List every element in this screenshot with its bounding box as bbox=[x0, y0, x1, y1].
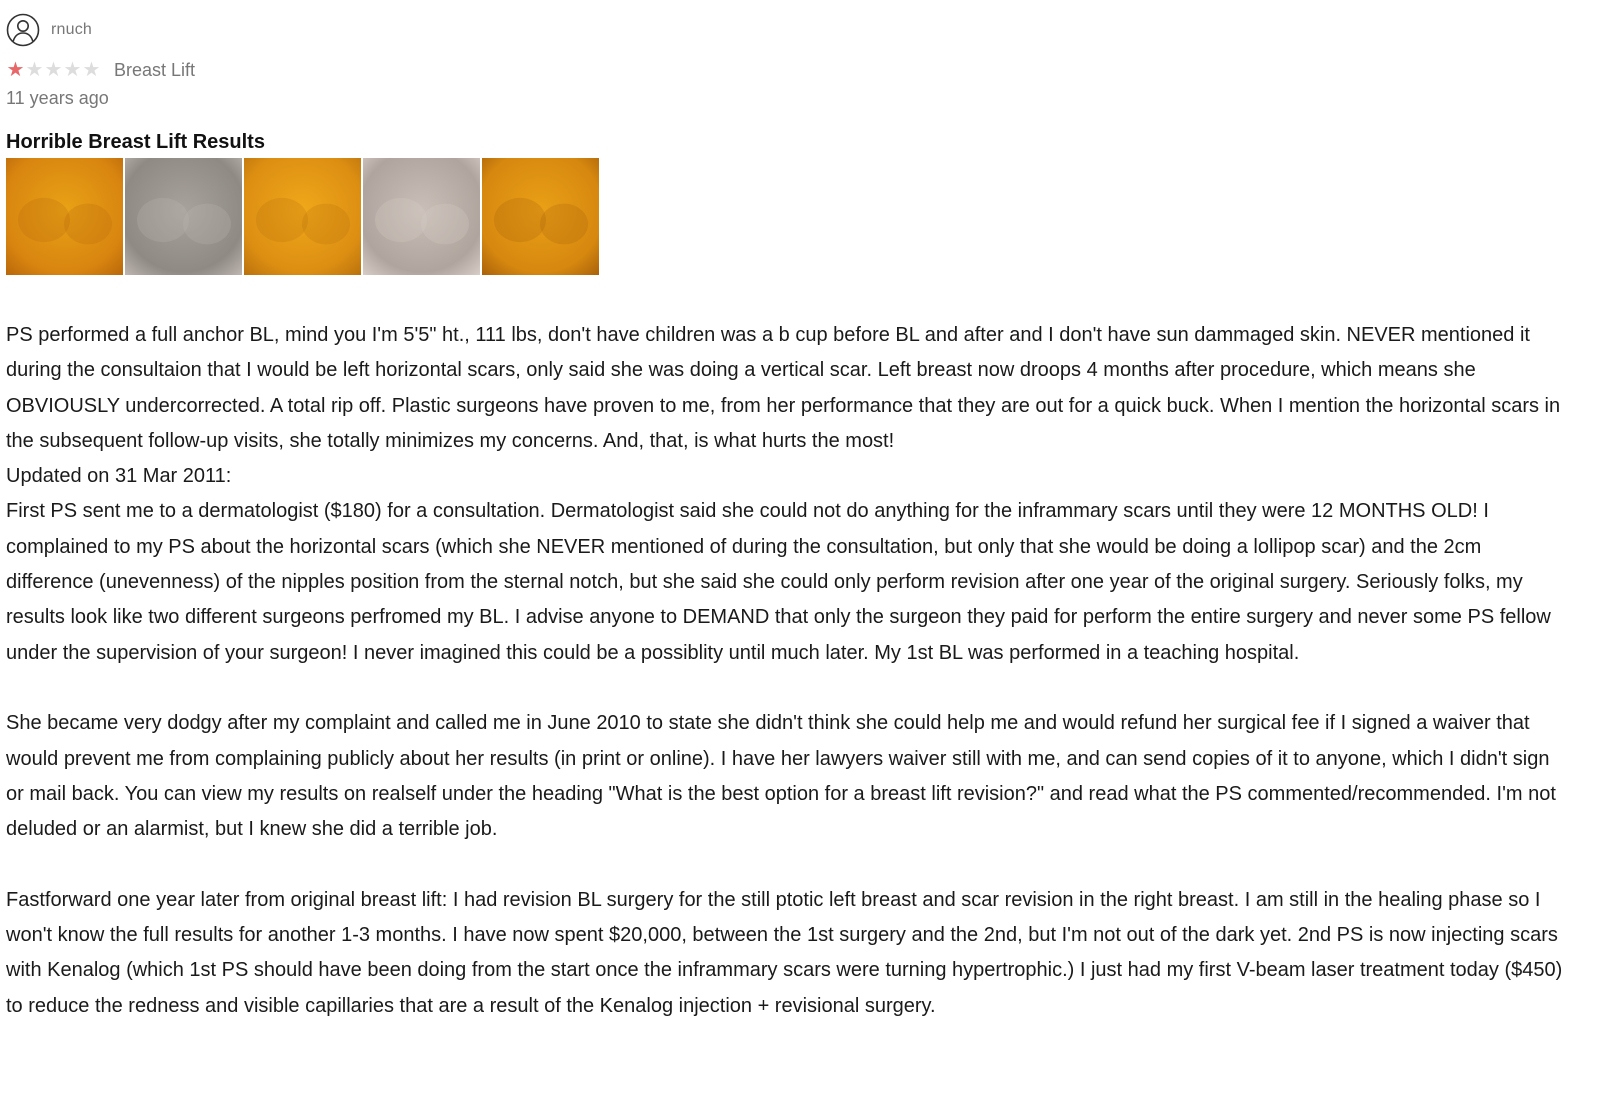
review-photo-2[interactable] bbox=[125, 158, 242, 275]
review-photo-5[interactable] bbox=[482, 158, 599, 275]
star-empty-icon: ★ bbox=[63, 59, 82, 81]
paragraph-spacer bbox=[6, 671, 1566, 706]
star-rating bbox=[6, 60, 101, 80]
review-update-heading: Updated on 31 Mar 2011: bbox=[6, 465, 232, 488]
review-photo-1[interactable] bbox=[6, 158, 123, 275]
review-paragraph: First PS sent me to a dermatologist ($180) for a consultation. Dermatologist said she could not do anything for the inframmary scars until they were 12 MONTHS OLD! I complained to my PS about the horizontal scars (which she NEVER mentioned of during the consultation, but only that she would be doing a lollipop scar) and the 2cm difference (unevenness) of the nipples position from the sternal notch, but she said she could only perform revision after one year of the original surgery. Seriously folks, my results look like two different surgeons perfromed my BL. I advise anyone to DEMAND that only the surgeon they paid for perform the entire surgery and never some PS fellow under the supervision of your surgeon! I never imagined this could be a possiblity until much later. My 1st BL was performed in a teaching hospital. bbox=[6, 500, 1551, 664]
review-paragraph: She became very dodgy after my complaint and called me in June 2010 to state she didn't think she could help me and would refund her surgical fee if I signed a waiver that would prevent me from complaining publicly about her results (in print or online). I have her lawyers waiver still with me, and can send copies of it to anyone, which I didn't sign or mail back. You can view my results on realself under the heading "What is the best option for a breast lift revision?" and read what the PS commented/recommended. I'm not deluded or an alarmist, but I knew she did a terrible job. bbox=[6, 712, 1556, 841]
review-timestamp: 11 years ago bbox=[6, 88, 109, 108]
author-row bbox=[6, 12, 1590, 48]
procedure-name[interactable]: Breast Lift bbox=[114, 59, 196, 80]
paragraph-spacer bbox=[6, 847, 1566, 882]
rating-row bbox=[6, 58, 1590, 82]
review-photos bbox=[6, 158, 1590, 276]
star-empty-icon: ★ bbox=[25, 59, 44, 81]
review-card bbox=[6, 12, 1590, 1024]
author-name[interactable]: rnuch bbox=[51, 21, 93, 38]
star-filled-icon: ★ bbox=[6, 59, 25, 81]
review-body bbox=[6, 318, 1566, 1024]
review-paragraph: PS performed a full anchor BL, mind you I'm 5'5" ht., 111 lbs, don't have children was a b cup before BL and after and I don't have sun dammaged skin. NEVER mentioned it during the consultaion that I would be left horizontal scars, only said she was doing a vertical scar. Left breast now droops 4 months after procedure, which means she OBVIOUSLY undercorrected. A total rip off. Plastic surgeons have proven to me, from her performance that they are out for a quick buck. When I mention the horizontal scars in the subsequent follow-up visits, she totally minimizes my concerns. And, that, is what hurts the most! bbox=[6, 324, 1561, 452]
review-photo-3[interactable] bbox=[244, 158, 361, 275]
user-avatar-icon[interactable] bbox=[6, 13, 40, 47]
review-photo-4[interactable] bbox=[363, 158, 480, 275]
review-paragraph: Fastforward one year later from original breast lift: I had revision BL surgery for the still ptotic left breast and scar revision in the right breast. I am still in the healing phase so I won't know the full results for another 1-3 months. I have now spent $20,000, between the 1st surgery and the 2nd, but I'm not out of the dark yet. 2nd PS is now injecting scars with Kenalog (which 1st PS should have been doing from the start once the inframmary scars were turning hypertrophic.) I just had my first V-beam laser treatment today ($450) to reduce the redness and visible capillaries that are a result of the Kenalog injection + revisional surgery. bbox=[6, 888, 1563, 1017]
star-empty-icon: ★ bbox=[44, 59, 63, 81]
star-empty-icon: ★ bbox=[82, 59, 101, 81]
review-title: Horrible Breast Lift Results bbox=[6, 131, 265, 153]
